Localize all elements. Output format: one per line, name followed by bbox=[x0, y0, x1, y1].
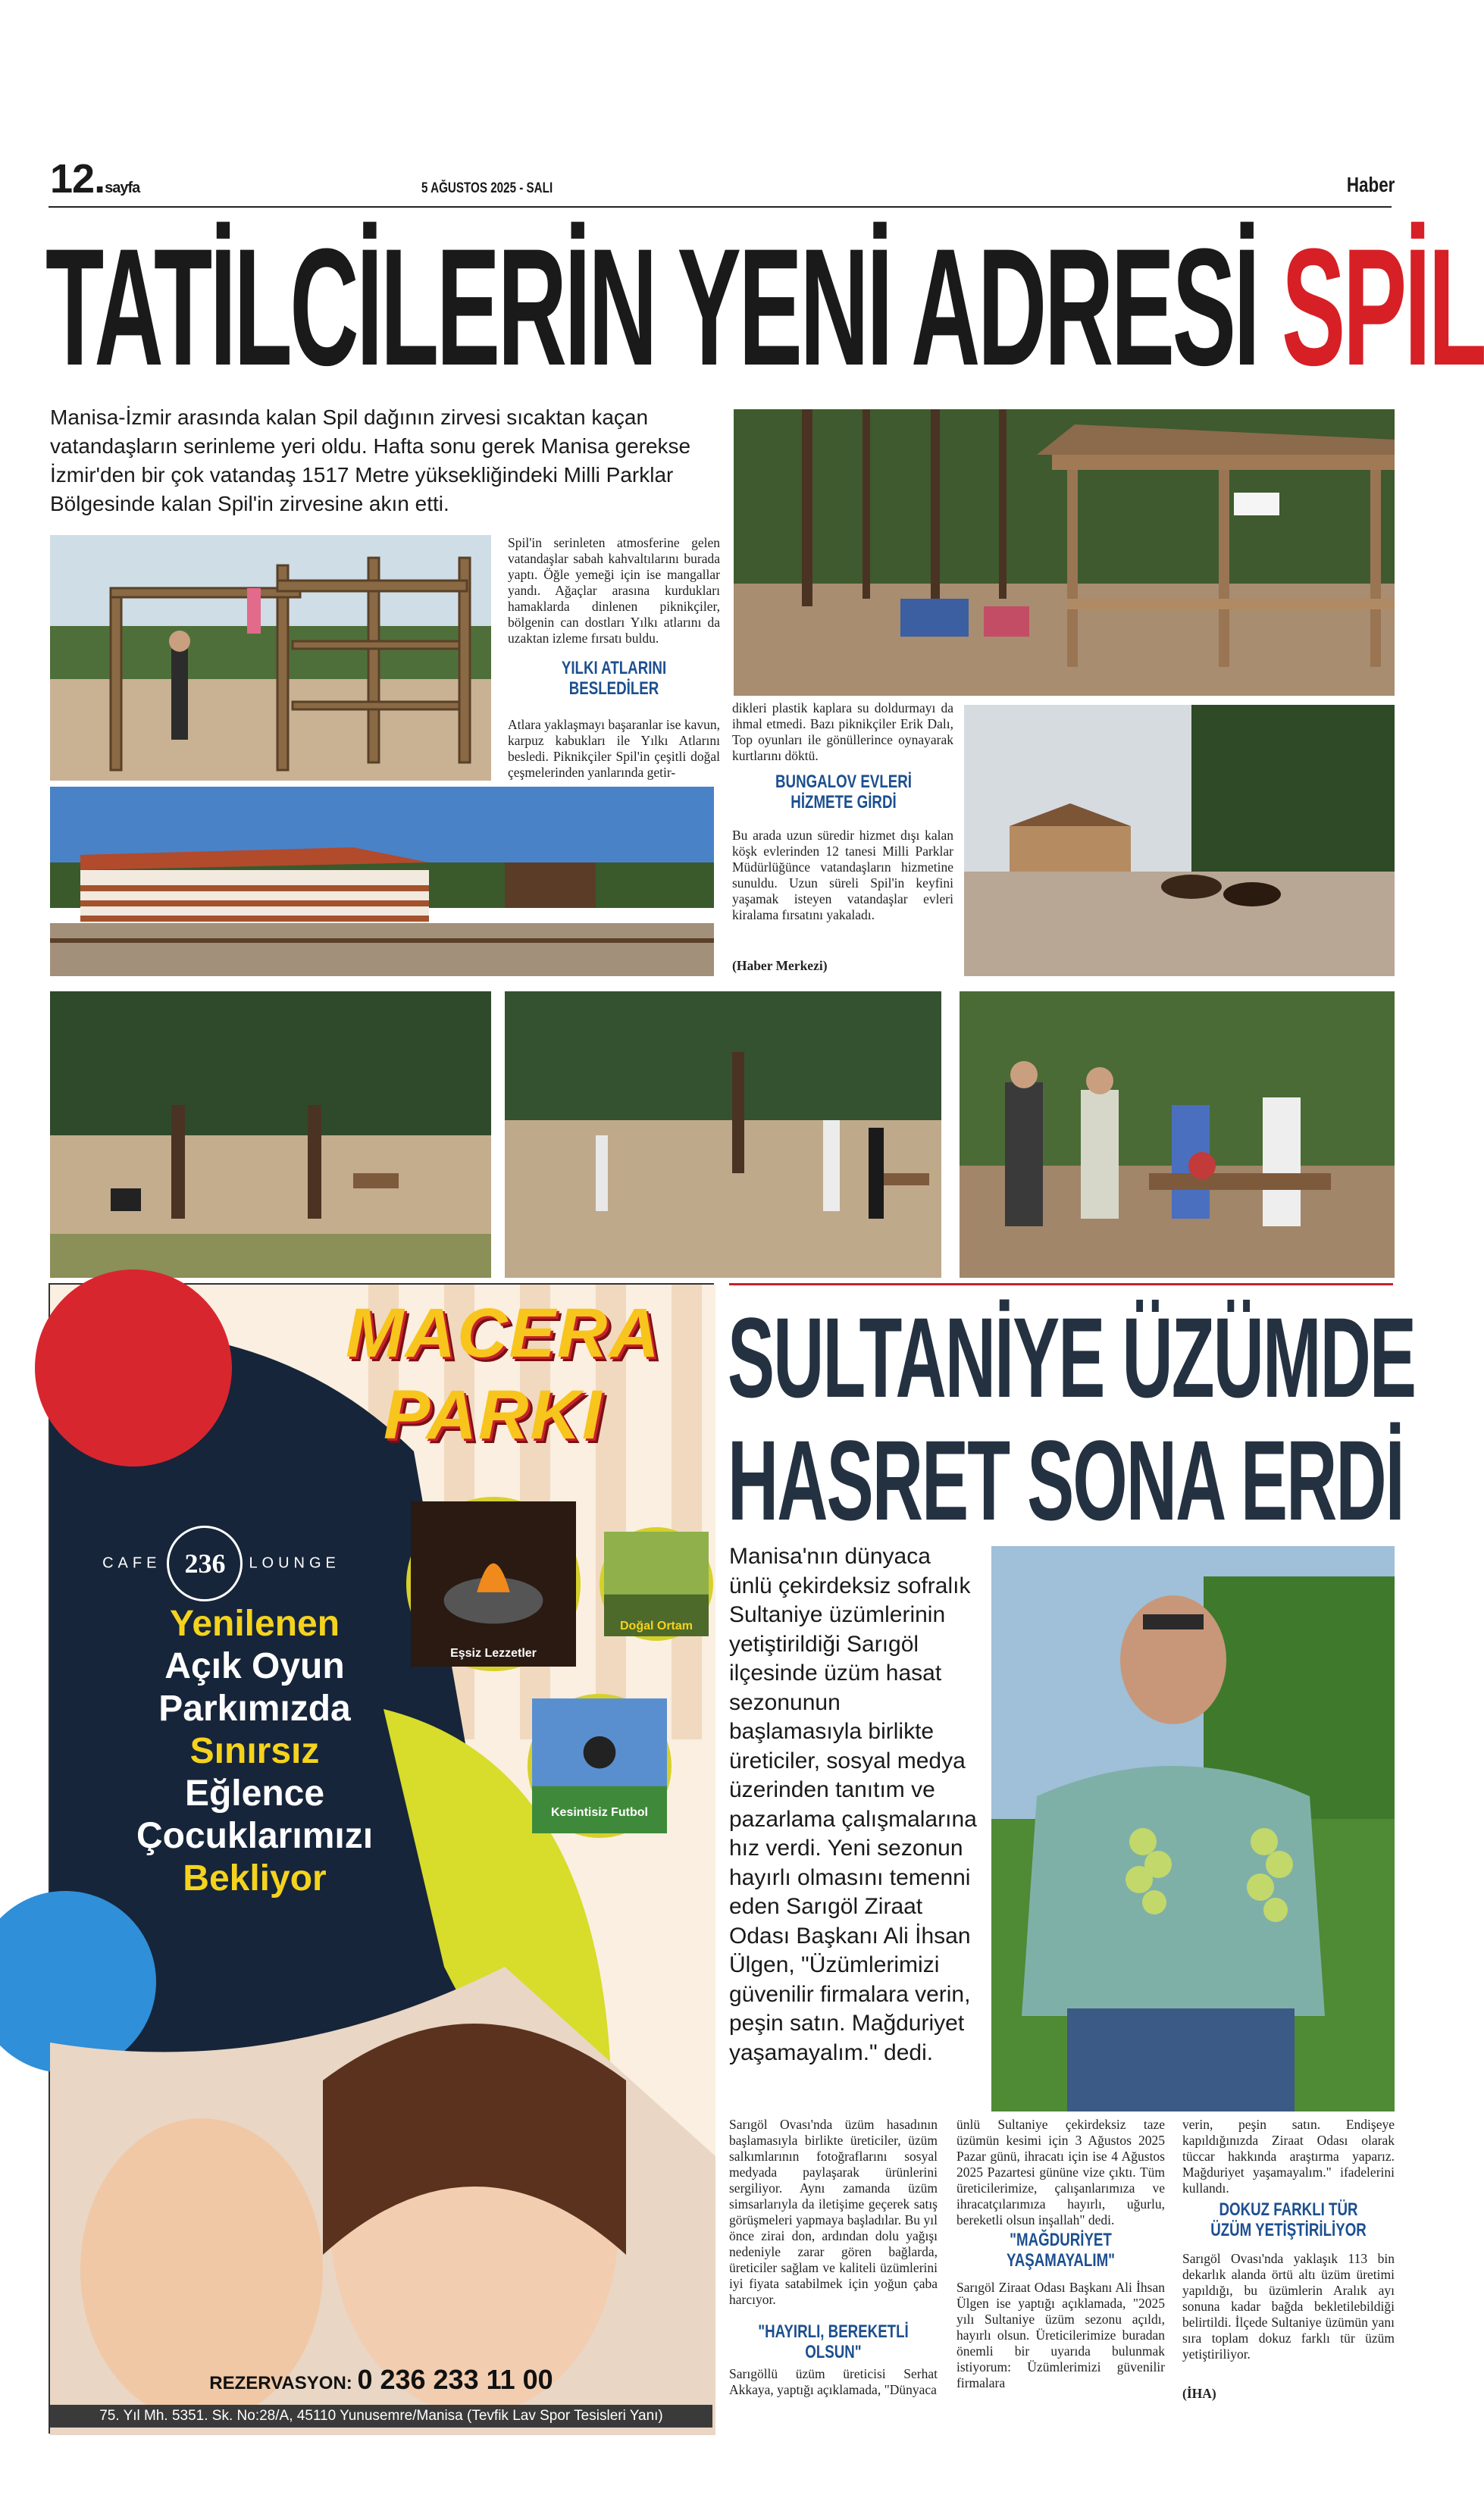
article2-byline: (İHA) bbox=[1182, 2386, 1216, 2401]
article1-col2-text: dikleri plastik kaplara su doldurmayı da ihmal etmedi. Bazı piknikçiler Erik Dalı, Top oyunları ile gönüllerince oynayarak kurtlarını döktü. bbox=[732, 700, 953, 763]
article1-subhead1: YILKI ATLARINI BESLEDİLER bbox=[561, 658, 667, 699]
article2-rule bbox=[729, 1283, 1393, 1285]
badge-football-label: Kesintisiz Futbol bbox=[551, 1806, 648, 1819]
photo-picnic-trees bbox=[50, 991, 491, 1278]
article2-col2-text: ünlü Sultaniye çekirdeksiz taze üzümün kesimi için 3 Ağustos 2025 Pazar günü, ihracatı için ise 4 Ağustos 2025 Pazartesi gününe vize çıktı. Tüm üreticilerimize, çalışanlarımıza ve ihracatçılarımıza hayırlı, uğurlu, bereketli olsun inşallah" dedi. bbox=[956, 2117, 1165, 2227]
article1-col2-text2: Bu arada uzun süredir hizmet dışı kalan köşk evlerinden 12 tanesi Milli Parklar Müdürlüğünce vatandaşların hizmetine sunuldu. Uzun süreli Spil'in keyfini yaşamak isteyen vatandaşlar evleri kiralama fırsatını yakaladı. bbox=[732, 828, 953, 922]
badge-food-image bbox=[406, 1497, 581, 1671]
badge-food-label: Eşsiz Lezzetler bbox=[450, 1647, 537, 1660]
ad-line: Açık Oyun bbox=[164, 1646, 345, 1686]
cafe-number: 236 bbox=[167, 1526, 243, 1601]
ad-line: Sınırsız bbox=[189, 1731, 320, 1771]
article1-byline: (Haber Merkezi) bbox=[732, 958, 828, 973]
article1-lead: Manisa-İzmir arasında kalan Spil dağının zirvesi sıcaktan kaçan vatandaşların serinleme yeri oldu. Hafta sonu gerek Manisa gerekse İzmir'den bir çok vatandaş 1517 Metre yüksekliğindeki Milli Parklar Bölgesinde kalan Spil'in zirvesine akın etti. bbox=[50, 405, 691, 515]
article2-col3-text2: Sarıgöl Ovası'nda yaklaşık 113 bin dekarlık alanda örtü altı üzüm üretimi yapıldığı, bu üzümlerin Aralık ayı sonuna kadar bağda bekletilebildiği belirtildi. İlçede Sultaniye üzümün yanı sıra toplam dokuz farklı tür üzüm yetiştiriliyor. bbox=[1182, 2251, 1395, 2362]
headline-accent: SPİL bbox=[1281, 214, 1484, 400]
photo-grape-farmer bbox=[991, 1546, 1395, 2111]
ad-title-line1: MACERA bbox=[346, 1294, 661, 1372]
ad-line: Yenilenen bbox=[169, 1604, 340, 1644]
reservation[interactable] bbox=[50, 2364, 712, 2396]
ad-line: Çocuklarımızı bbox=[136, 1816, 374, 1856]
article2-subhead3: DOKUZ FARKLI TÜR ÜZÜM YETİŞTİRİLİYOR bbox=[1210, 2199, 1367, 2240]
header-rule bbox=[49, 206, 1392, 208]
page-suffix: sayfa bbox=[105, 180, 140, 196]
page-number: 12.sayfa bbox=[50, 156, 140, 202]
photo-playing bbox=[505, 991, 941, 1278]
article1-col1-text: Spil'in serinleten atmosferine gelen vatandaşlar sabah kahvaltılarını burada yaptı. Öğle yemeği için ise mangallar yandı. Ağaçlar arasına kurdukları hamaklarda dinlenen piknikçiler, bölgenin can dostları Yılkı atlarını da uzaktan izleme fırsatı buldu. bbox=[508, 535, 720, 646]
issue-date: 5 AĞUSTOS 2025 - SALI bbox=[421, 180, 553, 196]
article2-col1-text2: Sarıgöllü üzüm üreticisi Serhat Akkaya, yaptığı açıklamada, "Dünyaca bbox=[729, 2366, 938, 2397]
reservation-label: REZERVASYON: bbox=[209, 2373, 358, 2393]
reservation-phone[interactable]: 0 236 233 11 00 bbox=[357, 2364, 553, 2395]
badge-nature-label: Doğal Ortam bbox=[619, 1620, 693, 1633]
photo-horses bbox=[964, 705, 1395, 976]
ad-slogan bbox=[80, 1603, 429, 1900]
article1-subhead2: BUNGALOV EVLERİ HİZMETE GİRDİ bbox=[775, 772, 912, 812]
article2-subhead1: "HAYIRLI, BEREKETLİ OLSUN" bbox=[758, 2321, 909, 2362]
photo-group-waving bbox=[960, 991, 1395, 1278]
article1-col1-text2: Atlara yaklaşmayı başaranlar ise kavun, karpuz kabukları ile Yılkı Atlarını besledi. Piknikçiler Spil'in çeşitli doğal çeşmelerinden yanlarında getir- bbox=[508, 717, 720, 780]
headline-main: TATİLCİLERİN YENİ ADRESİ bbox=[45, 214, 1282, 400]
article2-subhead2: "MAĞDURİYET YAŞAMAYALIM" bbox=[1006, 2230, 1116, 2271]
cafe-logo: CAFE 236 LOUNGE bbox=[77, 1526, 365, 1601]
article2-col2-text2: Sarıgöl Ziraat Odası Başkanı Ali İhsan Ülgen ise yaptığı açıklamada, "2025 yılı Sultaniye üzüm sezonu açıldı, hayırlı olsun. Üreticilerimize buradan önemli bir uyarıda bulunmak istiyorum: Üzümlerimizi güvenilir firmalara bbox=[956, 2280, 1165, 2390]
article2-lead: Manisa'nın dünyaca ünlü çekirdeksiz sofralık Sultaniye üzümlerinin yetiştirildiği Sarıgöl ilçesinde üzüm hasat sezonunun başlamasıyla birlikte üreticiler, sosyal medya üzerinden tanıtım ve pazarlama çalışmalarına hız verdi. Yeni sezonun hayırlı olmasını temenni eden Sarıgöl Ziraat Odası Başkanı Ali İhsan Ülgen, "Üzümlerimizi güvenilir firmalara verin, peşin satın. Mağduriyet yaşamayalım." dedi. bbox=[729, 1544, 977, 2065]
ad-title-line2: PARKI bbox=[384, 1376, 603, 1454]
ad-address: 75. Yıl Mh. 5351. Sk. No:28/A, 45110 Yunusemre/Manisa (Tevfik Lav Spor Tesisleri Yanı) bbox=[50, 2405, 712, 2428]
article2-col1-text: Sarıgöl Ovası'nda üzüm hasadının başlamasıyla birlikte üreticiler, üzüm salkımlarının fotoğraflarını sosyal medyada paylaşarak ürünlerini sergiliyor. Aynı zamanda üzüm simsarlarıyla da iletişime geçerek satış görüşmeleri yapmaya başladılar. Bu yıl önce zirai don, ardından dolu yağışı nedeniyle zarar gören bağlarda, üreticiler sağlam ve kaliteli üzümlerini iyi fiyata satabilmek için yoğun çaba harcıyor. bbox=[729, 2117, 938, 2307]
ad-line: Parkımızda bbox=[158, 1689, 351, 1729]
section-label: Haber bbox=[1346, 173, 1395, 196]
article2-col3-text: verin, peşin satın. Endişeye kapıldığınızda Ziraat Odası olarak tüccar hakkında araştırma yaparız. Mağduriyet yaşamayalım." ifadelerini kullandı. bbox=[1182, 2117, 1395, 2196]
photo-playground bbox=[50, 535, 491, 781]
ad-line: Bekliyor bbox=[183, 1858, 327, 1899]
main-headline bbox=[45, 214, 1484, 400]
ad-line: Eğlence bbox=[184, 1773, 325, 1814]
photo-gazebo bbox=[734, 409, 1395, 696]
photo-building bbox=[50, 787, 714, 976]
article2-headline: SULTANİYE ÜZÜMDE HASRET SONA ERDİ bbox=[728, 1294, 1416, 1544]
advertisement-macera-parki[interactable] bbox=[49, 1283, 714, 2434]
